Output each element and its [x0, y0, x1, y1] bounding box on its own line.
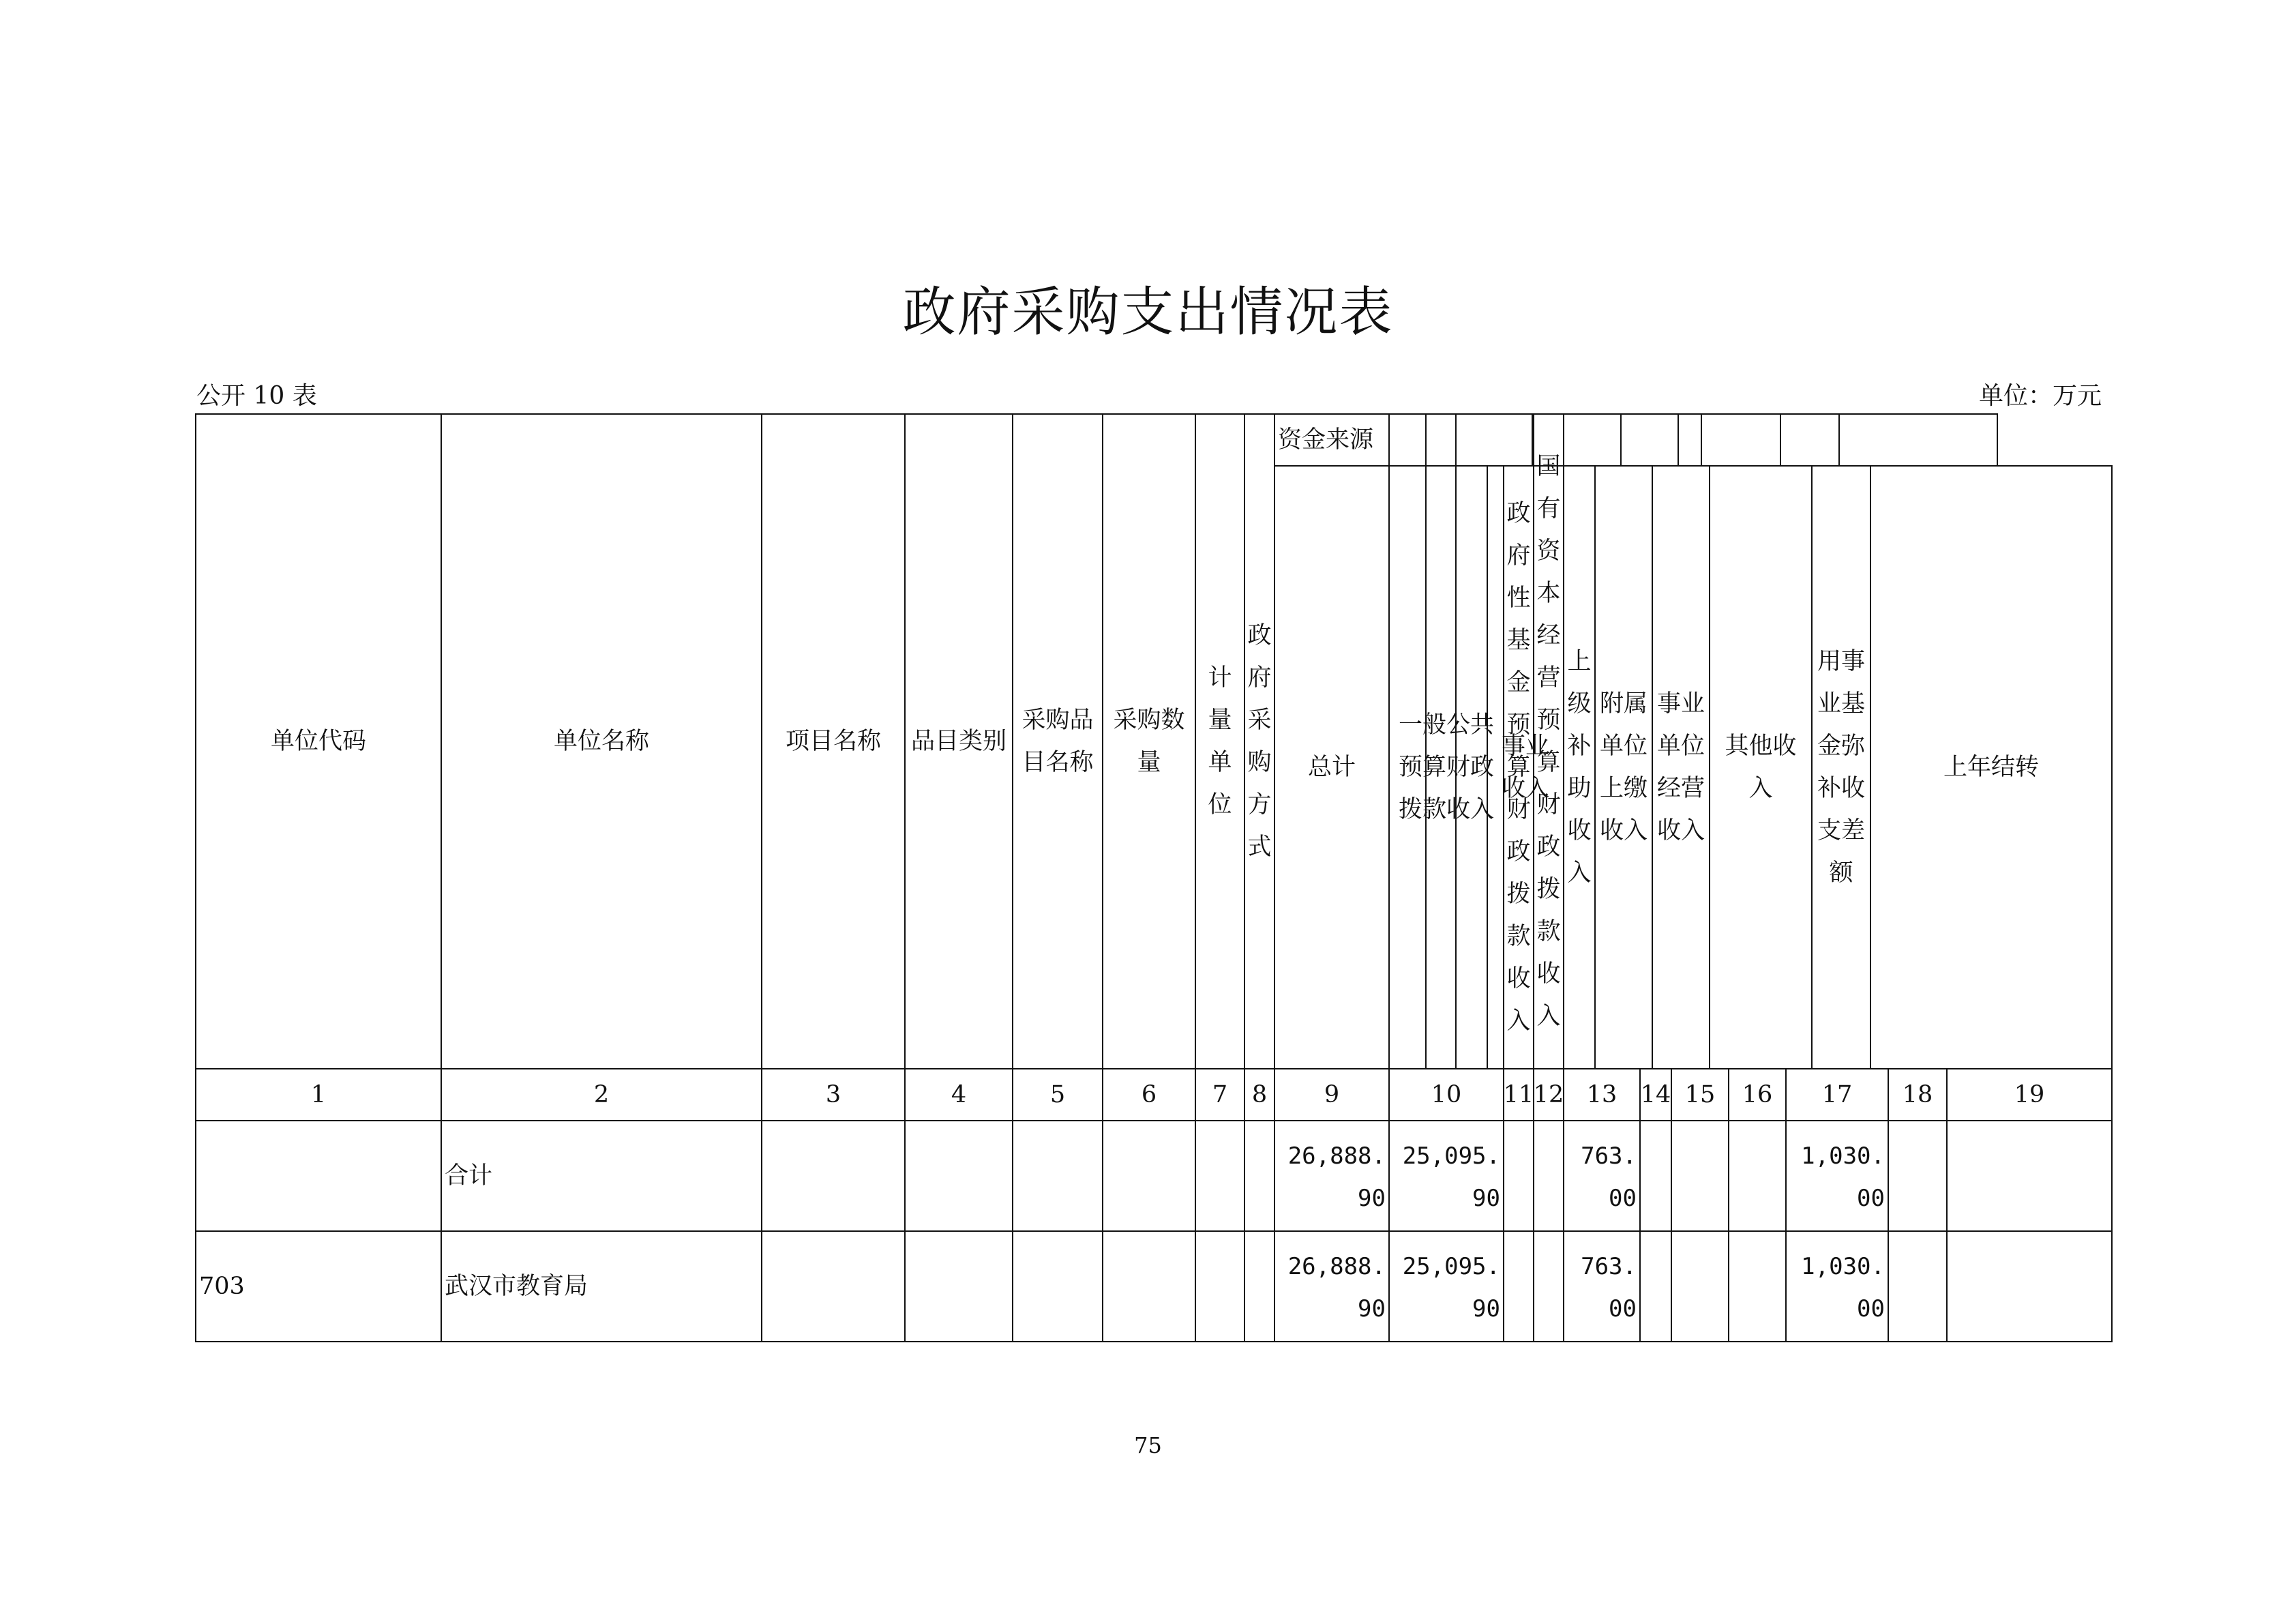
header-total: 总计 — [1274, 465, 1390, 1069]
col-number: 13 — [1563, 1068, 1641, 1121]
header-business-fund: 用事业基金弥补收支差额 — [1811, 465, 1871, 1069]
table-cell — [761, 1230, 906, 1342]
table-cell — [1533, 1120, 1564, 1232]
col-number: 12 — [1533, 1068, 1564, 1121]
header-state-capital-text: 国有资本经营预算财政拨款收入 — [1533, 413, 1564, 1069]
col-number: 7 — [1195, 1068, 1245, 1121]
header-superior-subsidy: 上级补助收入 — [1563, 465, 1596, 1069]
header-operating-income: 事业单位经营收入 — [1652, 465, 1710, 1069]
header-item-category: 品目类别 — [904, 413, 1013, 1069]
table-cell-other-income: 1,030.00 — [1785, 1230, 1889, 1342]
table-cell — [1012, 1120, 1103, 1232]
table-cell — [1533, 1230, 1564, 1342]
table-cell-general-budget: 25,095.90 — [1388, 1230, 1504, 1342]
header-business-income: 事业收入 — [1487, 465, 1564, 1069]
table-cell — [1102, 1230, 1196, 1342]
col-number: 4 — [904, 1068, 1013, 1121]
table-cell — [1503, 1230, 1534, 1342]
table-cell — [1671, 1230, 1729, 1342]
table-cell-code: 703 — [195, 1230, 442, 1342]
table-cell — [1671, 1120, 1729, 1232]
col-number: 9 — [1274, 1068, 1390, 1121]
table-cell-business-income: 763.00 — [1563, 1230, 1641, 1342]
col-number: 14 — [1639, 1068, 1672, 1121]
table-cell — [1012, 1230, 1103, 1342]
form-number: 公开 10 表 — [196, 382, 317, 410]
col-number: 19 — [1946, 1068, 2113, 1121]
table-cell — [1888, 1230, 1948, 1342]
table-cell-name: 合计 — [441, 1120, 762, 1232]
header-unit-code: 单位代码 — [195, 413, 442, 1069]
table-cell-other-income: 1,030.00 — [1785, 1120, 1889, 1232]
table-cell — [1639, 1120, 1672, 1232]
col-number: 16 — [1728, 1068, 1787, 1121]
header-top-blank — [1678, 413, 1781, 467]
table-cell-business-income: 763.00 — [1563, 1120, 1641, 1232]
table-cell — [904, 1120, 1013, 1232]
header-prior-carryover: 上年结转 — [1870, 465, 2113, 1069]
header-unit-name: 单位名称 — [441, 413, 762, 1069]
page-number: 75 — [1134, 1432, 1162, 1458]
table-cell — [1946, 1120, 2113, 1232]
col-number: 2 — [441, 1068, 762, 1121]
header-top-blank — [1455, 413, 1533, 467]
table-cell-name: 武汉市教育局 — [441, 1230, 762, 1342]
col-number: 11 — [1503, 1068, 1534, 1121]
table-cell — [1728, 1120, 1787, 1232]
header-gov-fund-text: 政府性基金预算财政拨款收入 — [1503, 465, 1534, 1069]
table-cell — [1503, 1120, 1534, 1232]
header-measure-unit: 计量单位 — [1195, 413, 1245, 1069]
col-number: 5 — [1012, 1068, 1103, 1121]
header-other-income: 其他收入 — [1709, 465, 1813, 1069]
header-general-budget: 一般公共预算财政拨款收入 — [1388, 465, 1504, 1069]
header-top-blank — [1620, 413, 1679, 467]
header-top-blank — [1780, 413, 1840, 467]
header-fund-source: 资金来源 — [1274, 413, 1390, 467]
header-procurement-method: 政府采购方式 — [1244, 413, 1275, 1069]
procurement-table — [195, 413, 2113, 1341]
table-cell-total: 26,888.90 — [1274, 1120, 1390, 1232]
header-state-capital — [1455, 465, 1488, 1069]
table-cell-general-budget: 25,095.90 — [1388, 1120, 1504, 1232]
header-quantity: 采购数量 — [1102, 413, 1196, 1069]
header-top-blank — [1425, 413, 1457, 467]
col-number: 17 — [1785, 1068, 1889, 1121]
header-gov-fund — [1425, 465, 1457, 1069]
table-cell — [904, 1230, 1013, 1342]
table-cell — [1195, 1120, 1245, 1232]
col-number: 1 — [195, 1068, 442, 1121]
header-top-blank — [1563, 413, 1622, 467]
table-cell-code — [195, 1120, 442, 1232]
header-top-blank — [1838, 413, 1998, 467]
table-cell — [1888, 1120, 1948, 1232]
table-cell — [1195, 1230, 1245, 1342]
table-cell-total: 26,888.90 — [1274, 1230, 1390, 1342]
table-cell — [1728, 1230, 1787, 1342]
table-cell — [1244, 1120, 1275, 1232]
header-item-name: 采购品目名称 — [1012, 413, 1103, 1069]
col-number: 10 — [1388, 1068, 1504, 1121]
table-cell — [1244, 1230, 1275, 1342]
page-title: 政府采购支出情况表 — [902, 282, 1394, 343]
table-cell — [1946, 1230, 2113, 1342]
header-affiliated-income: 附属单位上缴收入 — [1594, 465, 1653, 1069]
table-cell — [761, 1120, 906, 1232]
header-top-blank — [1388, 413, 1427, 467]
col-number: 3 — [761, 1068, 906, 1121]
col-number: 8 — [1244, 1068, 1275, 1121]
col-number: 15 — [1671, 1068, 1729, 1121]
col-number: 18 — [1888, 1068, 1948, 1121]
table-cell — [1102, 1120, 1196, 1232]
unit-label: 单位：万元 — [1978, 382, 2102, 410]
table-cell — [1639, 1230, 1672, 1342]
col-number: 6 — [1102, 1068, 1196, 1121]
header-project-name: 项目名称 — [761, 413, 906, 1069]
